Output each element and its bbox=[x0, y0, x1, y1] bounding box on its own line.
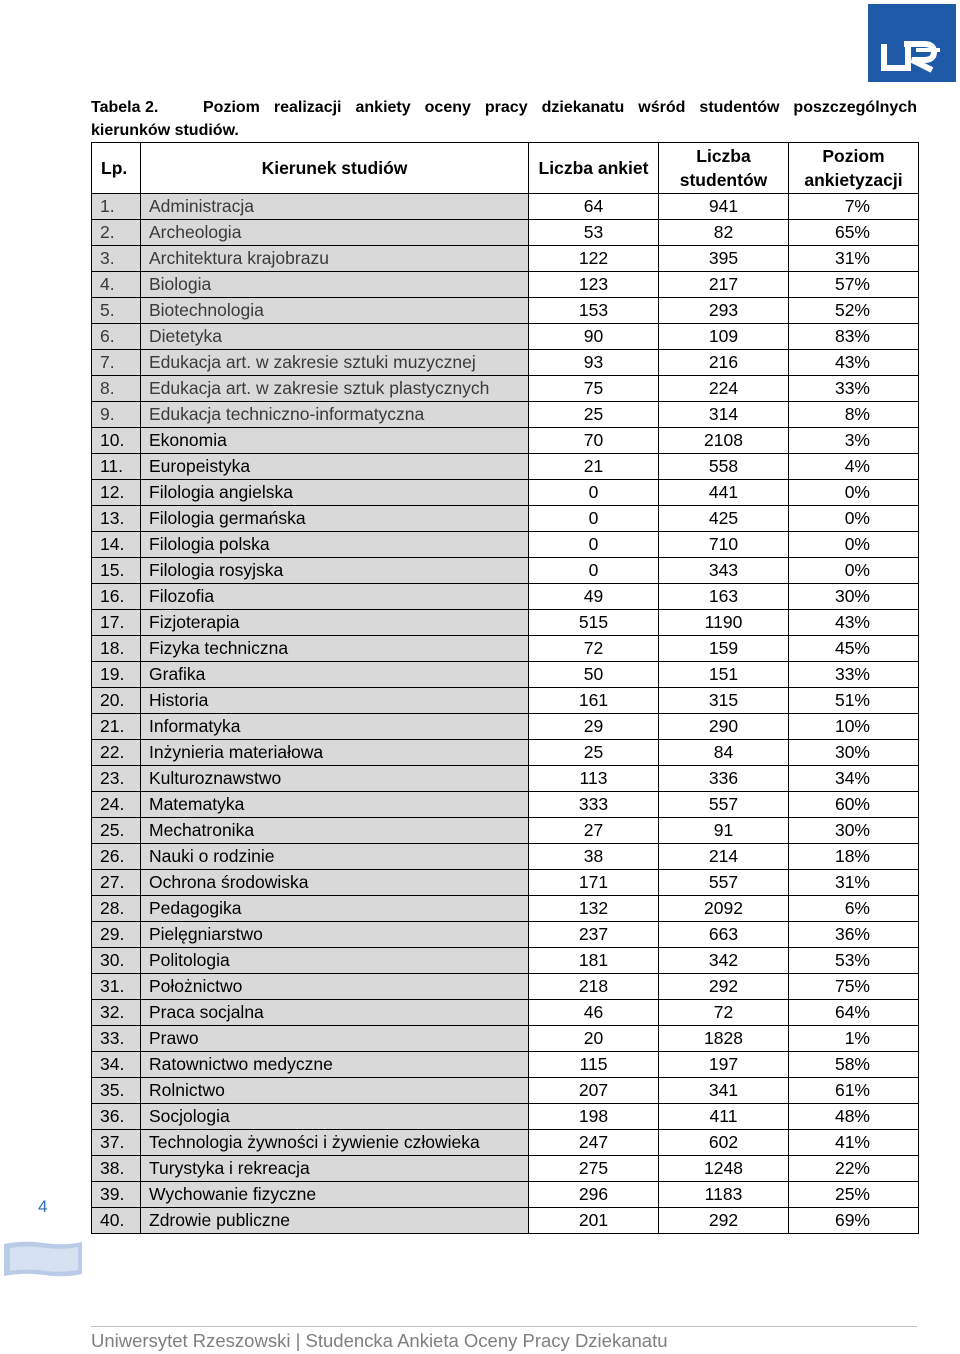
row-lp-cell: 11. bbox=[92, 454, 141, 480]
row-liczba-studentow-cell: 290 bbox=[659, 714, 789, 740]
row-liczba-studentow-cell: 151 bbox=[659, 662, 789, 688]
row-kierunek-cell: Fizyka techniczna bbox=[141, 636, 529, 662]
table-row bbox=[92, 350, 919, 376]
row-poziom-cell: 69% bbox=[789, 1208, 919, 1234]
row-liczba-ankiet-cell: 70 bbox=[529, 428, 659, 454]
row-lp-cell: 19. bbox=[92, 662, 141, 688]
row-poziom-cell: 52% bbox=[789, 298, 919, 324]
row-poziom-cell: 41% bbox=[789, 1130, 919, 1156]
table-row bbox=[92, 948, 919, 974]
survey-table bbox=[91, 142, 919, 1234]
header-liczba-studentow-line2: studentów bbox=[679, 170, 768, 190]
row-lp-cell: 34. bbox=[92, 1052, 141, 1078]
header-poziom-line1: Poziom bbox=[822, 146, 885, 166]
row-poziom-cell: 30% bbox=[789, 740, 919, 766]
row-liczba-studentow-cell: 217 bbox=[659, 272, 789, 298]
row-liczba-ankiet-cell: 122 bbox=[529, 246, 659, 272]
row-lp-cell: 5. bbox=[92, 298, 141, 324]
table-row bbox=[92, 610, 919, 636]
row-poziom-cell: 34% bbox=[789, 766, 919, 792]
row-liczba-ankiet-cell: 49 bbox=[529, 584, 659, 610]
table-row bbox=[92, 714, 919, 740]
row-kierunek-cell: Europeistyka bbox=[141, 454, 529, 480]
row-poziom-cell: 18% bbox=[789, 844, 919, 870]
row-poziom-cell: 31% bbox=[789, 870, 919, 896]
row-liczba-studentow-cell: 557 bbox=[659, 870, 789, 896]
table-row bbox=[92, 1026, 919, 1052]
row-lp-cell: 6. bbox=[92, 324, 141, 350]
row-liczba-ankiet-cell: 515 bbox=[529, 610, 659, 636]
row-kierunek-cell: Filologia rosyjska bbox=[141, 558, 529, 584]
row-liczba-ankiet-cell: 115 bbox=[529, 1052, 659, 1078]
row-liczba-ankiet-cell: 218 bbox=[529, 974, 659, 1000]
table-row bbox=[92, 636, 919, 662]
row-liczba-studentow-cell: 441 bbox=[659, 480, 789, 506]
row-liczba-studentow-cell: 315 bbox=[659, 688, 789, 714]
header-poziom-ankietyzacji bbox=[789, 143, 919, 194]
row-poziom-cell: 33% bbox=[789, 376, 919, 402]
row-kierunek-cell: Praca socjalna bbox=[141, 1000, 529, 1026]
row-poziom-cell: 25% bbox=[789, 1182, 919, 1208]
row-lp-cell: 30. bbox=[92, 948, 141, 974]
row-kierunek-cell: Informatyka bbox=[141, 714, 529, 740]
row-poziom-cell: 22% bbox=[789, 1156, 919, 1182]
row-poziom-cell: 51% bbox=[789, 688, 919, 714]
table-row bbox=[92, 584, 919, 610]
table-row bbox=[92, 974, 919, 1000]
row-liczba-ankiet-cell: 275 bbox=[529, 1156, 659, 1182]
row-liczba-ankiet-cell: 247 bbox=[529, 1130, 659, 1156]
row-liczba-studentow-cell: 292 bbox=[659, 974, 789, 1000]
row-poziom-cell: 0% bbox=[789, 506, 919, 532]
row-kierunek-cell: Fizjoterapia bbox=[141, 610, 529, 636]
row-lp-cell: 24. bbox=[92, 792, 141, 818]
row-kierunek-cell: Ekonomia bbox=[141, 428, 529, 454]
row-lp-cell: 2. bbox=[92, 220, 141, 246]
row-liczba-studentow-cell: 710 bbox=[659, 532, 789, 558]
row-kierunek-cell: Matematyka bbox=[141, 792, 529, 818]
caption-text-line1: Poziom realizacji ankiety oceny pracy dziekanatu wśród studentów poszczególnych bbox=[203, 99, 917, 116]
row-liczba-ankiet-cell: 0 bbox=[529, 480, 659, 506]
table-row bbox=[92, 298, 919, 324]
row-liczba-ankiet-cell: 25 bbox=[529, 402, 659, 428]
row-poziom-cell: 0% bbox=[789, 532, 919, 558]
table-row bbox=[92, 896, 919, 922]
footer-rule bbox=[91, 1326, 917, 1327]
row-kierunek-cell: Technologia żywności i żywienie człowieka bbox=[141, 1130, 529, 1156]
row-kierunek-cell: Zdrowie publiczne bbox=[141, 1208, 529, 1234]
row-lp-cell: 20. bbox=[92, 688, 141, 714]
row-liczba-studentow-cell: 558 bbox=[659, 454, 789, 480]
row-kierunek-cell: Filologia polska bbox=[141, 532, 529, 558]
table-row bbox=[92, 1130, 919, 1156]
table-row bbox=[92, 532, 919, 558]
row-liczba-ankiet-cell: 113 bbox=[529, 766, 659, 792]
row-poziom-cell: 64% bbox=[789, 1000, 919, 1026]
row-liczba-studentow-cell: 342 bbox=[659, 948, 789, 974]
row-poziom-cell: 30% bbox=[789, 818, 919, 844]
row-poziom-cell: 7% bbox=[789, 194, 919, 220]
page-footer: Uniwersytet Rzeszowski | Studencka Ankieta Oceny Pracy Dziekanatu bbox=[91, 1330, 668, 1351]
row-poziom-cell: 60% bbox=[789, 792, 919, 818]
row-kierunek-cell: Archeologia bbox=[141, 220, 529, 246]
row-liczba-ankiet-cell: 46 bbox=[529, 1000, 659, 1026]
row-liczba-studentow-cell: 214 bbox=[659, 844, 789, 870]
row-lp-cell: 10. bbox=[92, 428, 141, 454]
row-lp-cell: 23. bbox=[92, 766, 141, 792]
row-lp-cell: 9. bbox=[92, 402, 141, 428]
row-lp-cell: 7. bbox=[92, 350, 141, 376]
table-row bbox=[92, 1156, 919, 1182]
row-kierunek-cell: Architektura krajobrazu bbox=[141, 246, 529, 272]
row-kierunek-cell: Socjologia bbox=[141, 1104, 529, 1130]
table-row bbox=[92, 792, 919, 818]
row-lp-cell: 27. bbox=[92, 870, 141, 896]
row-lp-cell: 15. bbox=[92, 558, 141, 584]
row-lp-cell: 39. bbox=[92, 1182, 141, 1208]
row-liczba-ankiet-cell: 20 bbox=[529, 1026, 659, 1052]
row-liczba-ankiet-cell: 27 bbox=[529, 818, 659, 844]
row-kierunek-cell: Biotechnologia bbox=[141, 298, 529, 324]
row-lp-cell: 26. bbox=[92, 844, 141, 870]
row-poziom-cell: 31% bbox=[789, 246, 919, 272]
row-poziom-cell: 65% bbox=[789, 220, 919, 246]
row-lp-cell: 38. bbox=[92, 1156, 141, 1182]
row-lp-cell: 22. bbox=[92, 740, 141, 766]
row-poziom-cell: 83% bbox=[789, 324, 919, 350]
table-row bbox=[92, 1078, 919, 1104]
row-poziom-cell: 30% bbox=[789, 584, 919, 610]
header-lp: Lp. bbox=[92, 143, 141, 194]
row-lp-cell: 17. bbox=[92, 610, 141, 636]
row-lp-cell: 4. bbox=[92, 272, 141, 298]
row-liczba-ankiet-cell: 0 bbox=[529, 558, 659, 584]
row-poziom-cell: 0% bbox=[789, 480, 919, 506]
table-row bbox=[92, 506, 919, 532]
row-liczba-studentow-cell: 1828 bbox=[659, 1026, 789, 1052]
table-row bbox=[92, 1208, 919, 1234]
row-liczba-ankiet-cell: 72 bbox=[529, 636, 659, 662]
row-liczba-ankiet-cell: 0 bbox=[529, 506, 659, 532]
row-liczba-ankiet-cell: 53 bbox=[529, 220, 659, 246]
row-kierunek-cell: Grafika bbox=[141, 662, 529, 688]
row-lp-cell: 18. bbox=[92, 636, 141, 662]
row-lp-cell: 33. bbox=[92, 1026, 141, 1052]
row-poziom-cell: 57% bbox=[789, 272, 919, 298]
row-poziom-cell: 53% bbox=[789, 948, 919, 974]
row-liczba-ankiet-cell: 25 bbox=[529, 740, 659, 766]
table-caption bbox=[91, 96, 917, 142]
row-liczba-studentow-cell: 84 bbox=[659, 740, 789, 766]
row-liczba-ankiet-cell: 0 bbox=[529, 532, 659, 558]
row-lp-cell: 28. bbox=[92, 896, 141, 922]
table-row bbox=[92, 688, 919, 714]
caption-text-line2: kierunków studiów. bbox=[91, 122, 239, 139]
row-liczba-ankiet-cell: 161 bbox=[529, 688, 659, 714]
row-liczba-ankiet-cell: 123 bbox=[529, 272, 659, 298]
row-lp-cell: 25. bbox=[92, 818, 141, 844]
row-liczba-ankiet-cell: 29 bbox=[529, 714, 659, 740]
row-kierunek-cell: Wychowanie fizyczne bbox=[141, 1182, 529, 1208]
row-liczba-ankiet-cell: 64 bbox=[529, 194, 659, 220]
page-corner-decoration-icon bbox=[4, 1240, 82, 1278]
row-liczba-ankiet-cell: 296 bbox=[529, 1182, 659, 1208]
row-kierunek-cell: Edukacja art. w zakresie sztuki muzycznej bbox=[141, 350, 529, 376]
row-kierunek-cell: Dietetyka bbox=[141, 324, 529, 350]
row-lp-cell: 1. bbox=[92, 194, 141, 220]
row-liczba-studentow-cell: 343 bbox=[659, 558, 789, 584]
row-liczba-ankiet-cell: 93 bbox=[529, 350, 659, 376]
header-poziom-line2: ankietyzacji bbox=[804, 170, 903, 190]
table-row bbox=[92, 922, 919, 948]
row-lp-cell: 36. bbox=[92, 1104, 141, 1130]
row-kierunek-cell: Filozofia bbox=[141, 584, 529, 610]
table-body bbox=[92, 194, 919, 1234]
row-lp-cell: 21. bbox=[92, 714, 141, 740]
row-liczba-ankiet-cell: 333 bbox=[529, 792, 659, 818]
table-row bbox=[92, 558, 919, 584]
row-kierunek-cell: Kulturoznawstwo bbox=[141, 766, 529, 792]
row-lp-cell: 40. bbox=[92, 1208, 141, 1234]
row-poziom-cell: 36% bbox=[789, 922, 919, 948]
header-liczba-studentow bbox=[659, 143, 789, 194]
row-lp-cell: 31. bbox=[92, 974, 141, 1000]
row-kierunek-cell: Historia bbox=[141, 688, 529, 714]
table-row bbox=[92, 454, 919, 480]
header-liczba-studentow-line1: Liczba bbox=[696, 146, 751, 166]
row-liczba-studentow-cell: 411 bbox=[659, 1104, 789, 1130]
table-row bbox=[92, 480, 919, 506]
row-liczba-ankiet-cell: 201 bbox=[529, 1208, 659, 1234]
table-row bbox=[92, 246, 919, 272]
row-liczba-studentow-cell: 91 bbox=[659, 818, 789, 844]
row-kierunek-cell: Turystyka i rekreacja bbox=[141, 1156, 529, 1182]
row-liczba-studentow-cell: 224 bbox=[659, 376, 789, 402]
table-row bbox=[92, 740, 919, 766]
row-liczba-studentow-cell: 425 bbox=[659, 506, 789, 532]
row-liczba-ankiet-cell: 21 bbox=[529, 454, 659, 480]
university-logo-icon bbox=[868, 4, 956, 82]
row-kierunek-cell: Pielęgniarstwo bbox=[141, 922, 529, 948]
row-liczba-studentow-cell: 1190 bbox=[659, 610, 789, 636]
row-lp-cell: 16. bbox=[92, 584, 141, 610]
row-kierunek-cell: Administracja bbox=[141, 194, 529, 220]
row-poziom-cell: 0% bbox=[789, 558, 919, 584]
row-liczba-studentow-cell: 2092 bbox=[659, 896, 789, 922]
row-liczba-studentow-cell: 602 bbox=[659, 1130, 789, 1156]
row-poziom-cell: 1% bbox=[789, 1026, 919, 1052]
row-liczba-ankiet-cell: 153 bbox=[529, 298, 659, 324]
page-number: 4 bbox=[38, 1197, 48, 1216]
row-lp-cell: 32. bbox=[92, 1000, 141, 1026]
row-liczba-studentow-cell: 216 bbox=[659, 350, 789, 376]
row-poziom-cell: 48% bbox=[789, 1104, 919, 1130]
row-poziom-cell: 33% bbox=[789, 662, 919, 688]
row-poziom-cell: 43% bbox=[789, 610, 919, 636]
table-row bbox=[92, 844, 919, 870]
row-liczba-studentow-cell: 197 bbox=[659, 1052, 789, 1078]
row-liczba-studentow-cell: 293 bbox=[659, 298, 789, 324]
table-row bbox=[92, 818, 919, 844]
table-row bbox=[92, 766, 919, 792]
table-row bbox=[92, 324, 919, 350]
row-liczba-studentow-cell: 109 bbox=[659, 324, 789, 350]
row-kierunek-cell: Położnictwo bbox=[141, 974, 529, 1000]
row-liczba-studentow-cell: 1183 bbox=[659, 1182, 789, 1208]
row-liczba-ankiet-cell: 38 bbox=[529, 844, 659, 870]
row-lp-cell: 13. bbox=[92, 506, 141, 532]
table-row bbox=[92, 194, 919, 220]
row-kierunek-cell: Nauki o rodzinie bbox=[141, 844, 529, 870]
row-kierunek-cell: Filologia germańska bbox=[141, 506, 529, 532]
row-kierunek-cell: Politologia bbox=[141, 948, 529, 974]
row-liczba-ankiet-cell: 50 bbox=[529, 662, 659, 688]
table-row bbox=[92, 220, 919, 246]
row-lp-cell: 14. bbox=[92, 532, 141, 558]
table-row bbox=[92, 1052, 919, 1078]
row-liczba-studentow-cell: 314 bbox=[659, 402, 789, 428]
row-poziom-cell: 58% bbox=[789, 1052, 919, 1078]
row-lp-cell: 37. bbox=[92, 1130, 141, 1156]
row-poziom-cell: 6% bbox=[789, 896, 919, 922]
row-kierunek-cell: Pedagogika bbox=[141, 896, 529, 922]
row-liczba-ankiet-cell: 237 bbox=[529, 922, 659, 948]
row-kierunek-cell: Ochrona środowiska bbox=[141, 870, 529, 896]
row-kierunek-cell: Prawo bbox=[141, 1026, 529, 1052]
row-poziom-cell: 4% bbox=[789, 454, 919, 480]
table-row bbox=[92, 376, 919, 402]
row-kierunek-cell: Mechatronika bbox=[141, 818, 529, 844]
row-liczba-studentow-cell: 395 bbox=[659, 246, 789, 272]
row-kierunek-cell: Rolnictwo bbox=[141, 1078, 529, 1104]
row-liczba-studentow-cell: 159 bbox=[659, 636, 789, 662]
row-liczba-studentow-cell: 163 bbox=[659, 584, 789, 610]
row-lp-cell: 12. bbox=[92, 480, 141, 506]
row-liczba-studentow-cell: 2108 bbox=[659, 428, 789, 454]
row-liczba-studentow-cell: 1248 bbox=[659, 1156, 789, 1182]
row-liczba-ankiet-cell: 198 bbox=[529, 1104, 659, 1130]
table-row bbox=[92, 1000, 919, 1026]
row-liczba-studentow-cell: 72 bbox=[659, 1000, 789, 1026]
row-lp-cell: 3. bbox=[92, 246, 141, 272]
row-poziom-cell: 8% bbox=[789, 402, 919, 428]
header-kierunek: Kierunek studiów bbox=[141, 143, 529, 194]
row-liczba-studentow-cell: 663 bbox=[659, 922, 789, 948]
row-kierunek-cell: Edukacja art. w zakresie sztuk plastycznych bbox=[141, 376, 529, 402]
table-row bbox=[92, 662, 919, 688]
table-row bbox=[92, 1104, 919, 1130]
row-liczba-studentow-cell: 292 bbox=[659, 1208, 789, 1234]
table-row bbox=[92, 1182, 919, 1208]
row-liczba-studentow-cell: 336 bbox=[659, 766, 789, 792]
row-liczba-ankiet-cell: 171 bbox=[529, 870, 659, 896]
caption-label: Tabela 2. bbox=[91, 99, 159, 116]
row-liczba-studentow-cell: 941 bbox=[659, 194, 789, 220]
row-liczba-studentow-cell: 557 bbox=[659, 792, 789, 818]
row-liczba-ankiet-cell: 132 bbox=[529, 896, 659, 922]
row-liczba-studentow-cell: 341 bbox=[659, 1078, 789, 1104]
row-poziom-cell: 75% bbox=[789, 974, 919, 1000]
row-poziom-cell: 3% bbox=[789, 428, 919, 454]
row-liczba-studentow-cell: 82 bbox=[659, 220, 789, 246]
row-poziom-cell: 10% bbox=[789, 714, 919, 740]
row-liczba-ankiet-cell: 181 bbox=[529, 948, 659, 974]
table-row bbox=[92, 428, 919, 454]
header-liczba-ankiet: Liczba ankiet bbox=[529, 143, 659, 194]
row-liczba-ankiet-cell: 75 bbox=[529, 376, 659, 402]
table-header-row bbox=[92, 143, 919, 194]
row-kierunek-cell: Inżynieria materiałowa bbox=[141, 740, 529, 766]
row-poziom-cell: 43% bbox=[789, 350, 919, 376]
table-row bbox=[92, 870, 919, 896]
row-kierunek-cell: Biologia bbox=[141, 272, 529, 298]
table-row bbox=[92, 272, 919, 298]
row-poziom-cell: 45% bbox=[789, 636, 919, 662]
table-row bbox=[92, 402, 919, 428]
row-liczba-ankiet-cell: 90 bbox=[529, 324, 659, 350]
row-kierunek-cell: Ratownictwo medyczne bbox=[141, 1052, 529, 1078]
row-kierunek-cell: Edukacja techniczno-informatyczna bbox=[141, 402, 529, 428]
row-poziom-cell: 61% bbox=[789, 1078, 919, 1104]
row-liczba-ankiet-cell: 207 bbox=[529, 1078, 659, 1104]
row-kierunek-cell: Filologia angielska bbox=[141, 480, 529, 506]
row-lp-cell: 35. bbox=[92, 1078, 141, 1104]
row-lp-cell: 29. bbox=[92, 922, 141, 948]
row-lp-cell: 8. bbox=[92, 376, 141, 402]
